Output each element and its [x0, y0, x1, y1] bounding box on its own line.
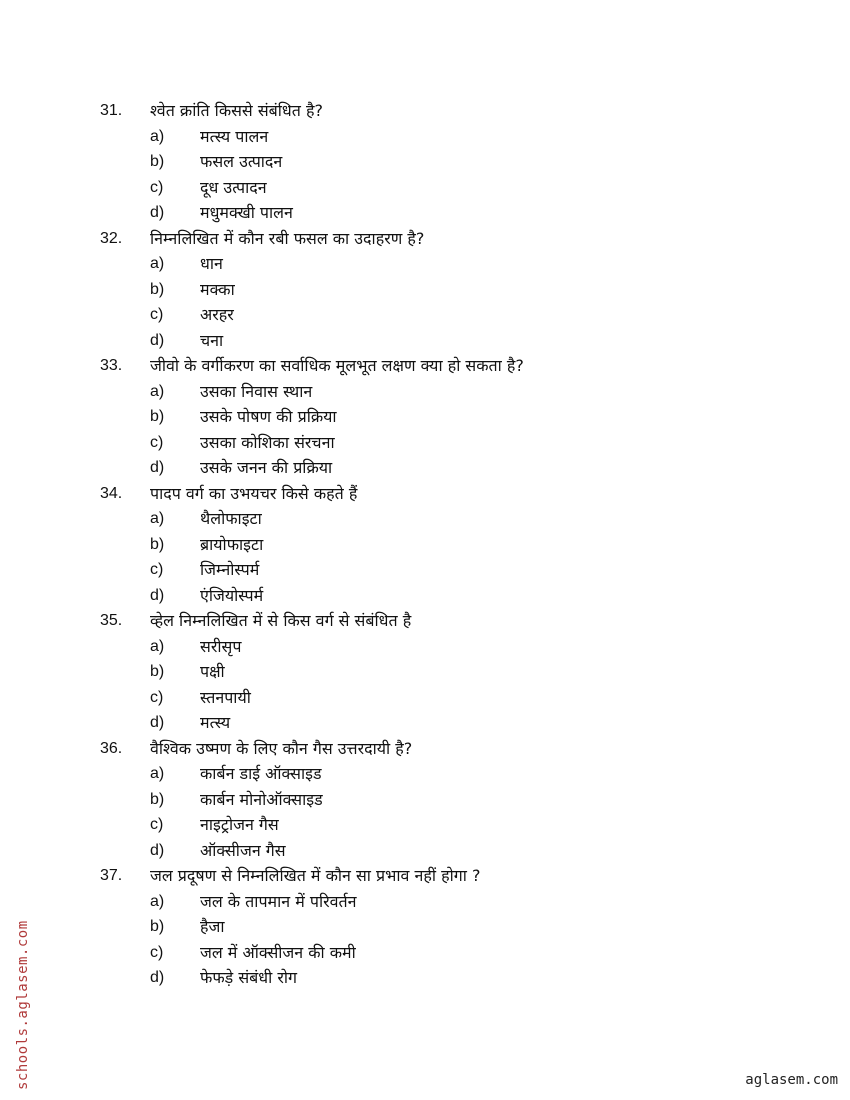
- option-text: ब्रायोफाइटा: [200, 534, 264, 554]
- option-row: [100, 710, 800, 736]
- option-text: दूध उत्पादन: [200, 177, 267, 197]
- option-text: कार्बन मोनोऑक्साइड: [200, 789, 323, 809]
- option-text: जिम्नोस्पर्म: [200, 560, 260, 579]
- option-letter: c): [150, 943, 164, 961]
- question-block: [100, 608, 800, 736]
- option-text: उसके जनन की प्रक्रिया: [200, 458, 333, 477]
- option-row: [100, 965, 800, 991]
- option-row: [100, 914, 800, 940]
- question-text: श्वेत क्रांति किससे संबंधित है?: [150, 101, 323, 120]
- question-row: [100, 98, 800, 124]
- question-text: वैश्विक उष्मण के लिए कौन गैस उत्तरदायी है?: [150, 738, 413, 758]
- option-text: फसल उत्पादन: [200, 152, 283, 171]
- option-text: थैलोफाइटा: [200, 509, 262, 528]
- question-row: [100, 863, 800, 889]
- option-letter: d): [150, 969, 165, 986]
- question-number: 36.: [100, 739, 123, 757]
- option-text: स्तनपायी: [200, 687, 251, 707]
- option-row: [100, 659, 800, 685]
- question-block: [100, 736, 800, 864]
- option-letter: b): [150, 153, 165, 170]
- option-letter: a): [150, 637, 165, 655]
- question-row: [100, 481, 800, 507]
- option-row: [100, 175, 800, 201]
- option-text: जल में ऑक्सीजन की कमी: [200, 942, 356, 962]
- option-letter: a): [150, 255, 165, 272]
- option-text: एंजियोस्पर्म: [200, 585, 264, 605]
- question-block: [100, 98, 800, 226]
- option-letter: d): [150, 459, 165, 476]
- option-row: [100, 251, 800, 277]
- question-row: [100, 736, 800, 762]
- question-number: 37.: [100, 867, 123, 884]
- option-letter: a): [150, 892, 165, 910]
- option-text: पक्षी: [200, 662, 225, 681]
- option-letter: a): [150, 127, 165, 145]
- question-row: [100, 353, 800, 379]
- option-row: [100, 277, 800, 303]
- question-block: [100, 226, 800, 354]
- option-row: [100, 532, 800, 558]
- question-text: जीवो के वर्गीकरण का सर्वाधिक मूलभूत लक्षण क्या हो सकता है?: [150, 356, 524, 375]
- option-letter: b): [150, 280, 165, 298]
- question-text: जल प्रदूषण से निम्नलिखित में कौन सा प्रभाव नहीं होगा ?: [150, 866, 481, 885]
- option-row: [100, 583, 800, 609]
- option-row: [100, 430, 800, 456]
- option-text: हैजा: [200, 917, 225, 936]
- option-text: उसके पोषण की प्रक्रिया: [200, 407, 337, 426]
- option-row: [100, 812, 800, 838]
- option-letter: b): [150, 535, 165, 553]
- option-letter: b): [150, 663, 165, 680]
- option-letter: a): [150, 382, 165, 400]
- question-block: [100, 353, 800, 481]
- question-text: पादप वर्ग का उभयचर किसे कहते हैं: [150, 483, 358, 503]
- option-letter: d): [150, 586, 165, 604]
- question-row: [100, 608, 800, 634]
- question-list: [100, 98, 800, 991]
- question-number: 34.: [100, 484, 123, 502]
- option-row: [100, 761, 800, 787]
- question-block: [100, 481, 800, 609]
- question-row: [100, 226, 800, 252]
- option-letter: a): [150, 765, 165, 782]
- option-row: [100, 685, 800, 711]
- option-letter: c): [150, 178, 164, 196]
- option-row: [100, 787, 800, 813]
- option-row: [100, 404, 800, 430]
- watermark-aglasem: aglasem.com: [745, 1072, 838, 1088]
- option-text: उसका निवास स्थान: [200, 381, 313, 401]
- option-text: अरहर: [200, 305, 234, 324]
- option-row: [100, 124, 800, 150]
- option-text: मत्स्य पालन: [200, 126, 269, 146]
- option-text: ऑक्सीजन गैस: [200, 840, 286, 860]
- question-number: 32.: [100, 229, 123, 247]
- question-number: 35.: [100, 612, 123, 629]
- option-letter: a): [150, 510, 165, 527]
- option-letter: d): [150, 204, 165, 221]
- option-letter: d): [150, 331, 165, 349]
- option-letter: c): [150, 816, 164, 833]
- option-text: सरीसृप: [200, 636, 242, 656]
- option-letter: d): [150, 714, 165, 731]
- option-row: [100, 302, 800, 328]
- option-row: [100, 328, 800, 354]
- option-letter: c): [150, 306, 164, 323]
- option-text: उसका कोशिका संरचना: [200, 432, 335, 452]
- option-row: [100, 149, 800, 175]
- option-letter: d): [150, 841, 165, 859]
- option-letter: b): [150, 408, 165, 425]
- option-row: [100, 506, 800, 532]
- option-row: [100, 634, 800, 660]
- option-text: मत्स्य: [200, 713, 231, 732]
- option-row: [100, 889, 800, 915]
- option-text: फेफड़े संबंधी रोग: [200, 968, 298, 987]
- option-text: नाइट्रोजन गैस: [200, 815, 279, 834]
- option-text: मधुमक्खी पालन: [200, 203, 293, 222]
- option-letter: c): [150, 688, 164, 706]
- option-row: [100, 557, 800, 583]
- option-row: [100, 838, 800, 864]
- option-text: जल के तापमान में परिवर्तन: [200, 891, 357, 911]
- option-row: [100, 200, 800, 226]
- option-row: [100, 940, 800, 966]
- option-letter: b): [150, 790, 165, 808]
- question-number: 33.: [100, 357, 123, 374]
- option-letter: c): [150, 561, 164, 578]
- option-row: [100, 455, 800, 481]
- option-letter: c): [150, 433, 164, 451]
- question-block: [100, 863, 800, 991]
- watermark-schools-aglasem: schools.aglasem.com: [15, 920, 31, 1090]
- option-text: चना: [200, 330, 224, 350]
- option-text: मक्का: [200, 279, 235, 299]
- option-text: धान: [200, 254, 223, 273]
- question-number: 31.: [100, 102, 123, 119]
- option-row: [100, 379, 800, 405]
- option-letter: b): [150, 918, 165, 935]
- question-text: निम्नलिखित में कौन रबी फसल का उदाहरण है?: [150, 228, 425, 248]
- option-text: कार्बन डाई ऑक्साइड: [200, 764, 322, 783]
- question-text: व्हेल निम्नलिखित में से किस वर्ग से संबंधित है: [150, 611, 412, 630]
